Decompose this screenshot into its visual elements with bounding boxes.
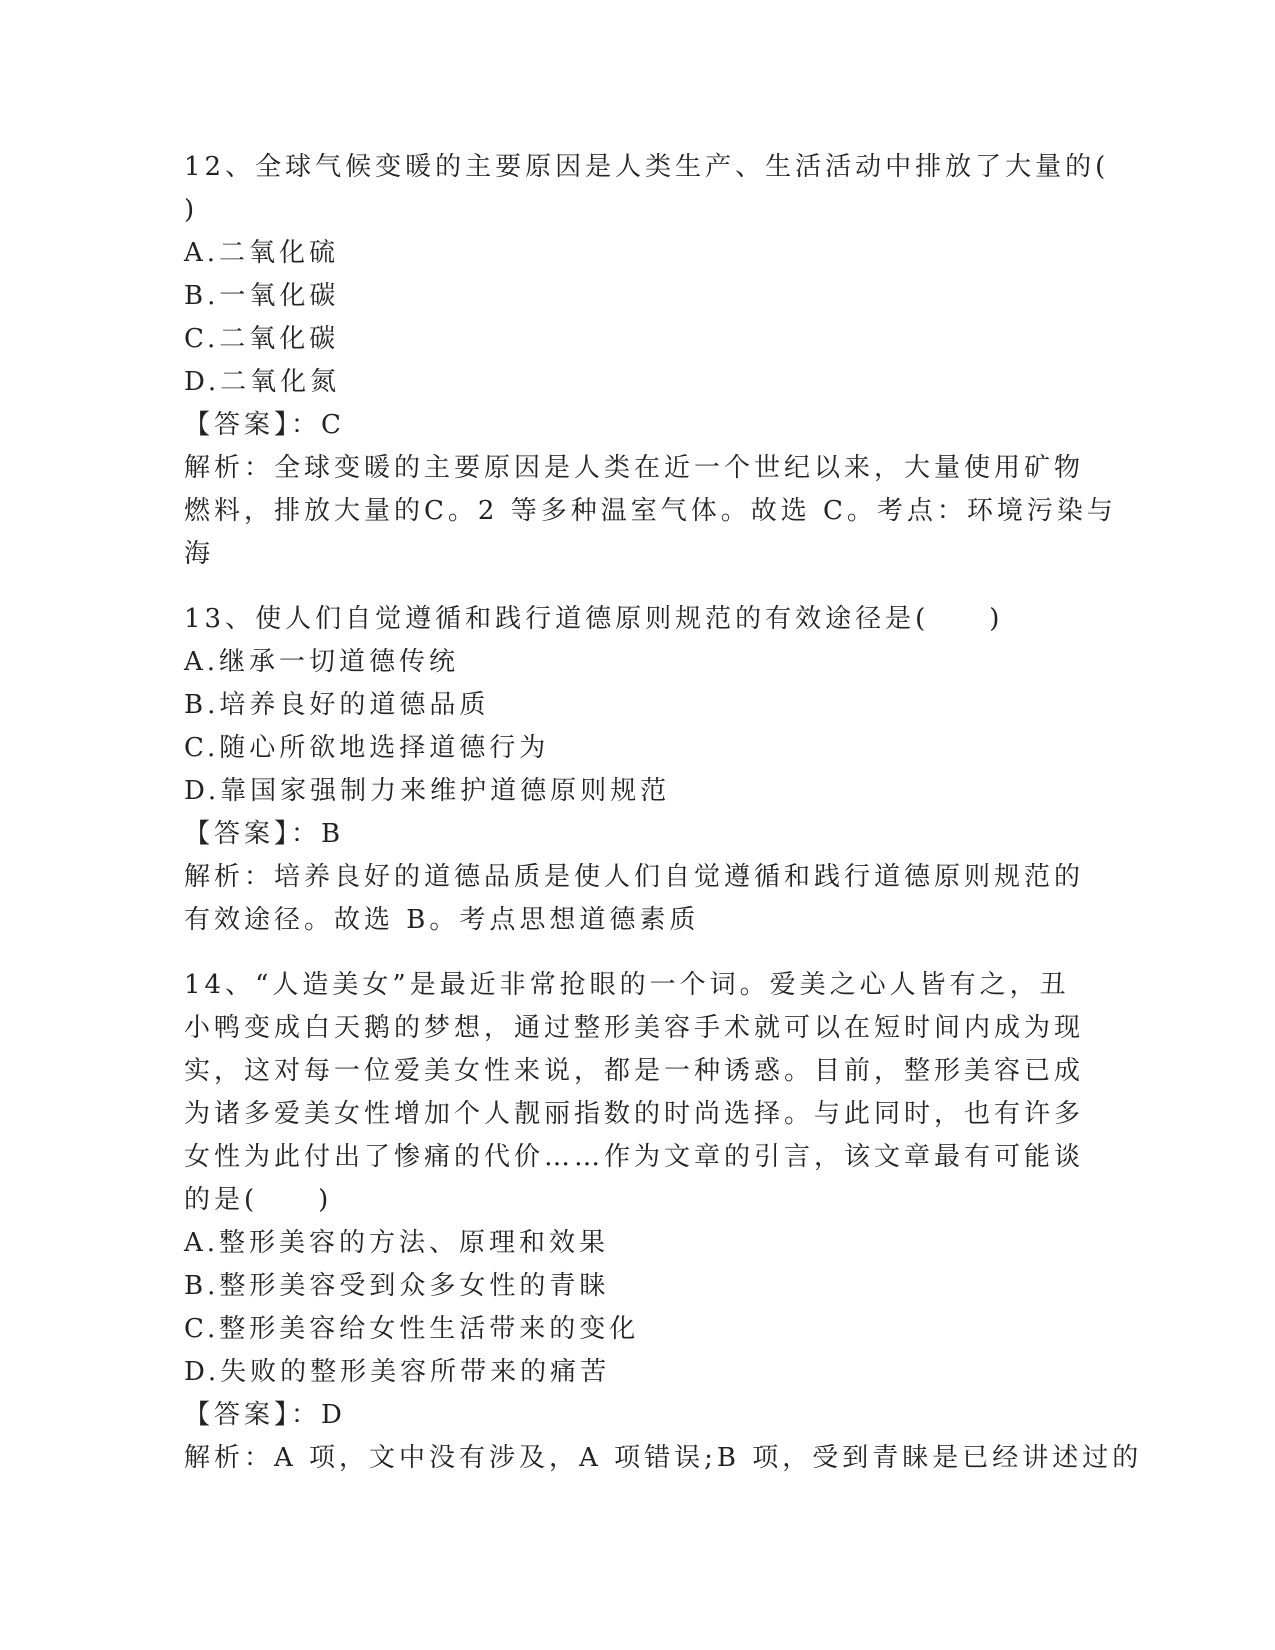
option-b: B.培养良好的道德品质	[184, 690, 490, 720]
question-stem: 为诸多爱美女性增加个人靓丽指数的时尚选择。与此同时，也有许多	[184, 1099, 1085, 1129]
analysis-line: 海	[184, 539, 215, 569]
answer-line: 【答案】：C	[184, 410, 345, 440]
analysis-line: 有效途径。故选 B。考点思想道德素质	[184, 905, 700, 935]
question-stem: 女性为此付出了惨痛的代价……作为文章的引言，该文章最有可能谈	[184, 1142, 1085, 1172]
option-d: D.二氧化氮	[184, 367, 341, 397]
option-c: C.整形美容给女性生活带来的变化	[184, 1314, 640, 1344]
question-12	[184, 146, 1117, 576]
option-d: D.靠国家强制力来维护道德原则规范	[184, 776, 671, 806]
option-c: C.随心所欲地选择道德行为	[184, 733, 550, 763]
option-a: A.二氧化硫	[184, 238, 340, 268]
option-b: B.一氧化碳	[184, 281, 340, 311]
question-stem: 的是( )	[184, 1185, 333, 1215]
question-stem: 12、全球气候变暖的主要原因是人类生产、生活活动中排放了大量的(	[184, 152, 1110, 182]
question-stem: )	[184, 195, 199, 225]
question-stem: 13、使人们自觉遵循和践行道德原则规范的有效途径是( )	[184, 604, 1004, 634]
option-c: C.二氧化碳	[184, 324, 340, 354]
option-b: B.整形美容受到众多女性的青睐	[184, 1271, 610, 1301]
answer-line: 【答案】：B	[184, 819, 345, 849]
question-spacer	[184, 576, 1084, 598]
question-14	[184, 964, 1143, 1480]
document-page	[184, 146, 1143, 1480]
question-stem: 小鸭变成白天鹅的梦想，通过整形美容手术就可以在短时间内成为现	[184, 1013, 1085, 1043]
question-spacer	[184, 942, 1084, 964]
option-a: A.整形美容的方法、原理和效果	[184, 1228, 610, 1258]
analysis-line: 解析：A 项，文中没有涉及，A 项错误;B 项，受到青睐是已经讲述过的	[184, 1443, 1143, 1473]
analysis-line: 解析：全球变暖的主要原因是人类在近一个世纪以来，大量使用矿物	[184, 453, 1085, 483]
analysis-line: 解析：培养良好的道德品质是使人们自觉遵循和践行道德原则规范的	[184, 862, 1085, 892]
question-stem: 实，这对每一位爱美女性来说，都是一种诱惑。目前，整形美容已成	[184, 1056, 1085, 1086]
option-a: A.继承一切道德传统	[184, 647, 460, 677]
answer-line: 【答案】：D	[184, 1400, 346, 1430]
question-stem: 14、“人造美女”是最近非常抢眼的一个词。爱美之心人皆有之，丑	[184, 970, 1070, 1000]
option-d: D.失败的整形美容所带来的痛苦	[184, 1357, 611, 1387]
question-13	[184, 598, 1084, 942]
analysis-line: 燃料，排放大量的C。2 等多种温室气体。故选 C。考点：环境污染与	[184, 496, 1117, 526]
